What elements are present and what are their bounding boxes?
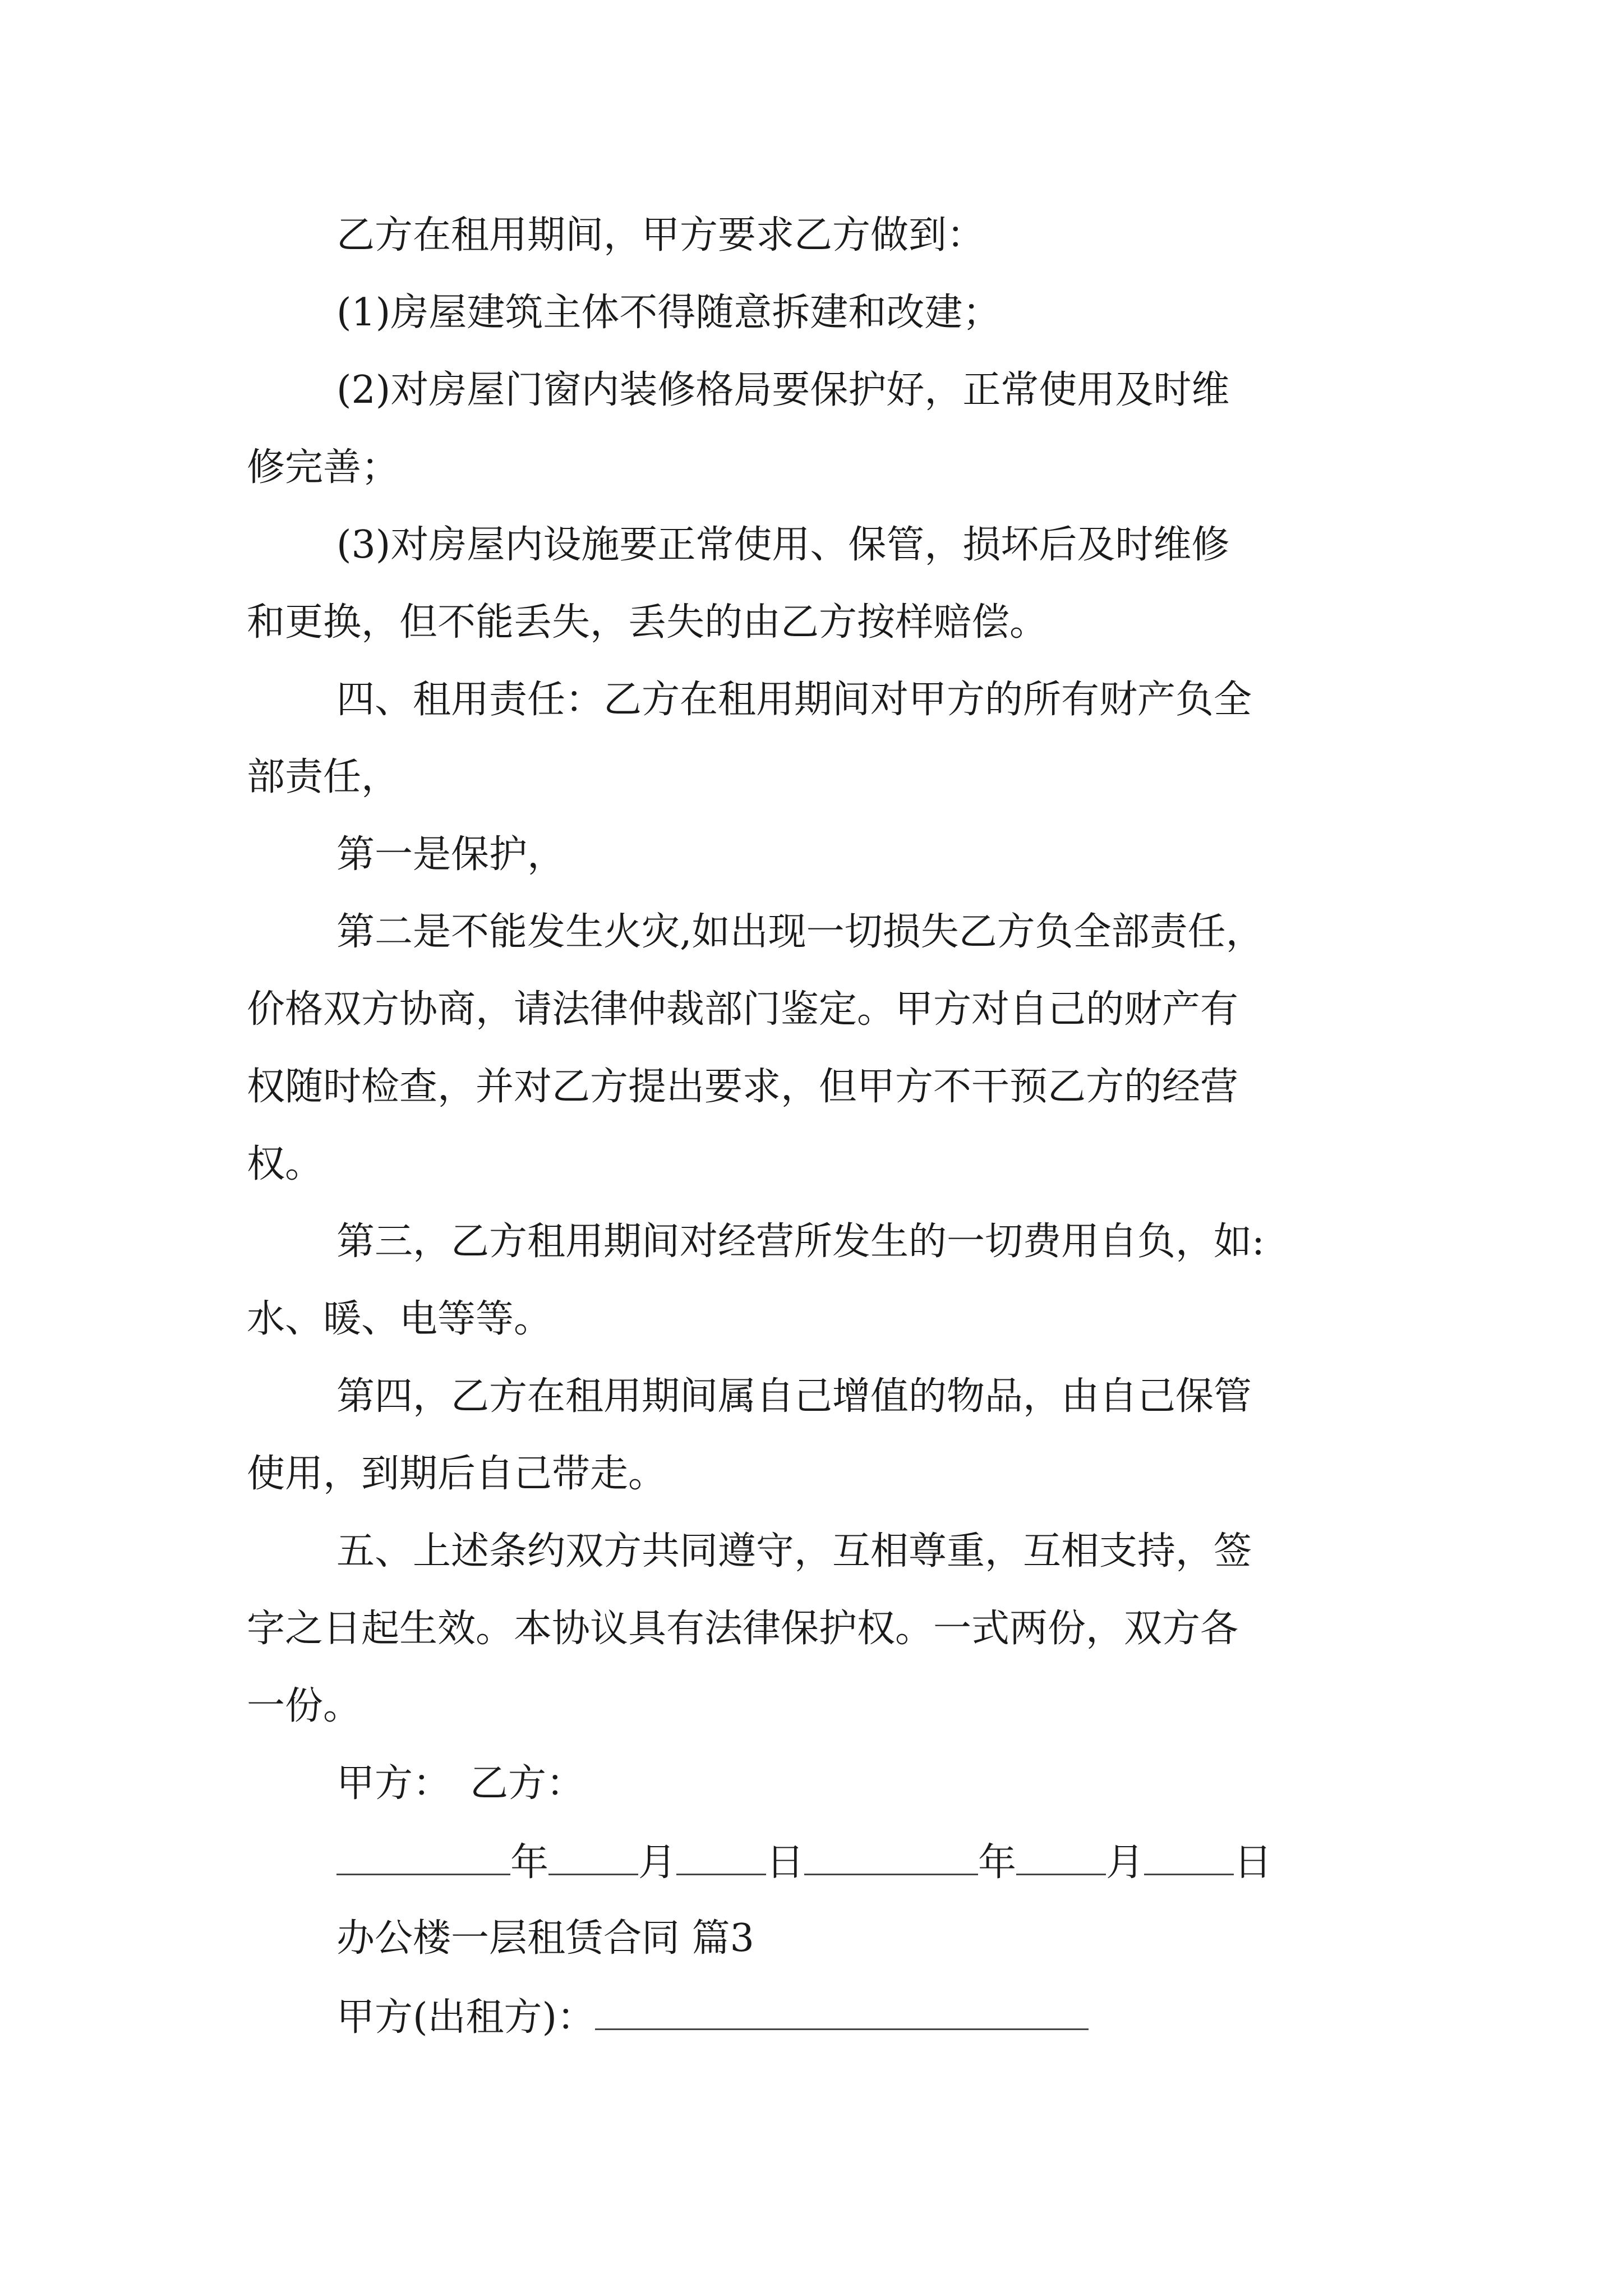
paragraph-line: (3)对房屋内设施要正常使用、保管，损坏后及时维修 xyxy=(336,523,1230,567)
paragraph-line: 使用，到期后自己带走。 xyxy=(247,1452,667,1496)
paragraph-line: 价格双方协商，请法律仲裁部门鉴定。甲方对自己的财产有 xyxy=(247,987,1239,1032)
blank-field xyxy=(676,1839,766,1875)
paragraph-line: 部责任， xyxy=(247,755,400,799)
paragraph-line: 一份。 xyxy=(247,1684,362,1728)
paragraph-line: 五、上述条约双方共同遵守，互相尊重，互相支持，签 xyxy=(336,1529,1252,1573)
paragraph-line: (1)房屋建筑主体不得随意拆建和改建； xyxy=(336,291,1001,335)
paragraph-line: 第三，乙方租用期间对经营所发生的一切费用自负，如: xyxy=(336,1220,1265,1264)
paragraph-line: 字之日起生效。本协议具有法律保护权。一式两份，双方各 xyxy=(247,1607,1239,1651)
month-label: 月 xyxy=(638,1841,677,1885)
paragraph-line: 水、暖、电等等。 xyxy=(247,1297,552,1341)
blank-field xyxy=(548,1839,638,1875)
date-line xyxy=(336,1839,1272,1885)
paragraph-line: 权随时检查，并对乙方提出要求，但甲方不干预乙方的经营 xyxy=(247,1065,1239,1109)
year-label: 年 xyxy=(978,1841,1017,1885)
paragraph-line: 四、租用责任：乙方在租用期间对甲方的所有财产负全 xyxy=(336,678,1252,722)
blank-field xyxy=(595,1994,1089,2030)
blank-field xyxy=(1144,1839,1234,1875)
signature-labels: 甲方： 乙方： xyxy=(336,1761,585,1806)
paragraph-line: 第二是不能发生火灾,如出现一切损失乙方负全部责任， xyxy=(336,910,1264,954)
party-a-line xyxy=(336,1994,1089,2040)
blank-field xyxy=(1016,1839,1106,1875)
day-label: 日 xyxy=(766,1841,805,1885)
year-label: 年 xyxy=(510,1841,549,1885)
paragraph-line: (2)对房屋门窗内装修格局要保护好，正常使用及时维 xyxy=(336,368,1230,412)
day-label: 日 xyxy=(1234,1841,1272,1885)
paragraph-line: 乙方在租用期间，甲方要求乙方做到： xyxy=(336,213,985,257)
paragraph-line: 第一是保护， xyxy=(336,832,566,877)
paragraph-line: 和更换，但不能丢失，丢失的由乙方按样赔偿。 xyxy=(247,600,1048,645)
paragraph-line: 权。 xyxy=(247,1142,324,1186)
month-label: 月 xyxy=(1106,1841,1145,1885)
paragraph-line: 修完善； xyxy=(247,445,400,490)
section-heading: 办公楼一层租赁合同 篇3 xyxy=(336,1916,754,1961)
paragraph-line: 第四，乙方在租用期间属自己增值的物品，由自己保管 xyxy=(336,1374,1252,1419)
blank-field xyxy=(804,1839,978,1875)
party-a-label: 甲方(出租方)： xyxy=(336,1995,596,2040)
blank-field xyxy=(336,1839,510,1875)
